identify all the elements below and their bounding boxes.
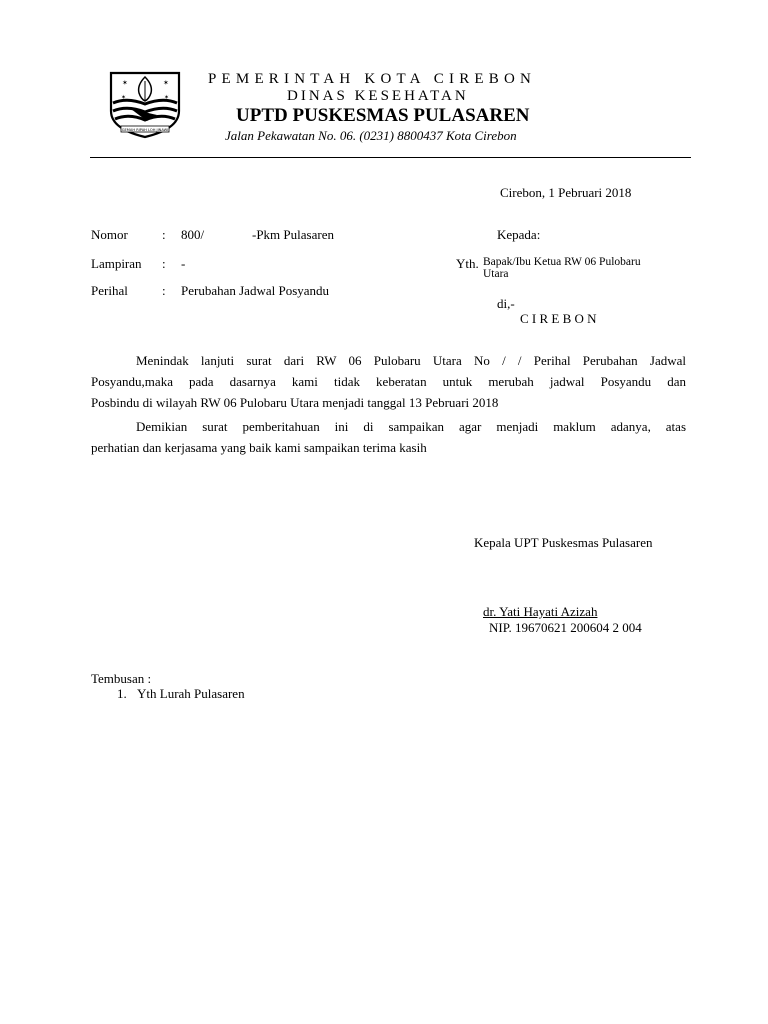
letter-date: Cirebon, 1 Pebruari 2018	[500, 185, 632, 200]
nomor-suffix: -Pkm Pulasaren	[252, 227, 334, 242]
body-p1-line3: Posbindu di wilayah RW 06 Pulobaru Utara menjadi tanggal 13 Pebruari 2018	[91, 395, 499, 410]
cc-item: Yth Lurah Pulasaren	[137, 686, 245, 701]
header-government: PEMERINTAH KOTA CIREBON	[208, 71, 537, 87]
svg-text:✶: ✶	[164, 94, 170, 101]
header-address: Jalan Pekawatan No. 06. (0231) 8800437 Kota Cirebon	[225, 128, 517, 143]
yth-label: Yth.	[456, 256, 479, 271]
recipient-di: di,-	[497, 296, 515, 311]
perihal-colon: :	[162, 283, 166, 298]
header-department: DINAS KESEHATAN	[287, 88, 469, 104]
cc-item-number: 1.	[117, 686, 127, 701]
header-organization: UPTD PUSKESMAS PULASAREN	[236, 105, 530, 126]
body-paragraph-2	[91, 416, 686, 458]
logo-motto: GEMAH RIPAH LOH JINAWI	[121, 128, 169, 132]
svg-text:✶: ✶	[163, 79, 169, 87]
svg-text:✶: ✶	[121, 94, 127, 101]
cirebon-crest-icon	[107, 71, 183, 139]
body-p1-line2: Posyandu,maka pada dasarnya kami tidak keberatan untuk merubah jadwal Posyandu dan	[91, 374, 686, 389]
kepada-label: Kepada:	[497, 227, 541, 242]
svg-text:✶: ✶	[122, 79, 128, 87]
body-p1-line1: Menindak lanjuti surat dari RW 06 Pulobaru Utara No / / Perihal Perubahan Jadwal	[136, 353, 686, 368]
lampiran-label: Lampiran	[91, 256, 142, 271]
recipient-name-line1: Bapak/Ibu Ketua RW 06 Pulobaru	[483, 256, 641, 268]
signature-name: dr. Yati Hayati Azizah	[483, 604, 598, 619]
nomor-value: 800/	[181, 227, 205, 242]
signature-title: Kepala UPT Puskesmas Pulasaren	[474, 535, 653, 550]
nomor-colon: :	[162, 227, 166, 242]
lampiran-value: -	[181, 256, 186, 271]
body-paragraph-1	[91, 350, 686, 413]
signature-nip: NIP. 19670621 200604 2 004	[489, 620, 642, 635]
perihal-value: Perubahan Jadwal Posyandu	[181, 283, 330, 298]
cc-label: Tembusan :	[91, 671, 152, 686]
header-divider	[90, 157, 691, 158]
nomor-label: Nomor	[91, 227, 128, 242]
lampiran-colon: :	[162, 256, 166, 271]
perihal-label: Perihal	[91, 283, 128, 298]
recipient-name-line2: Utara	[483, 268, 509, 280]
body-p2-line1: Demikian surat pemberitahuan ini di sampaikan agar menjadi maklum adanya, atas	[136, 419, 686, 434]
body-p2-line2: perhatian dan kerjasama yang baik kami sampaikan terima kasih	[91, 440, 427, 455]
recipient-city: C I R E B O N	[520, 311, 597, 326]
